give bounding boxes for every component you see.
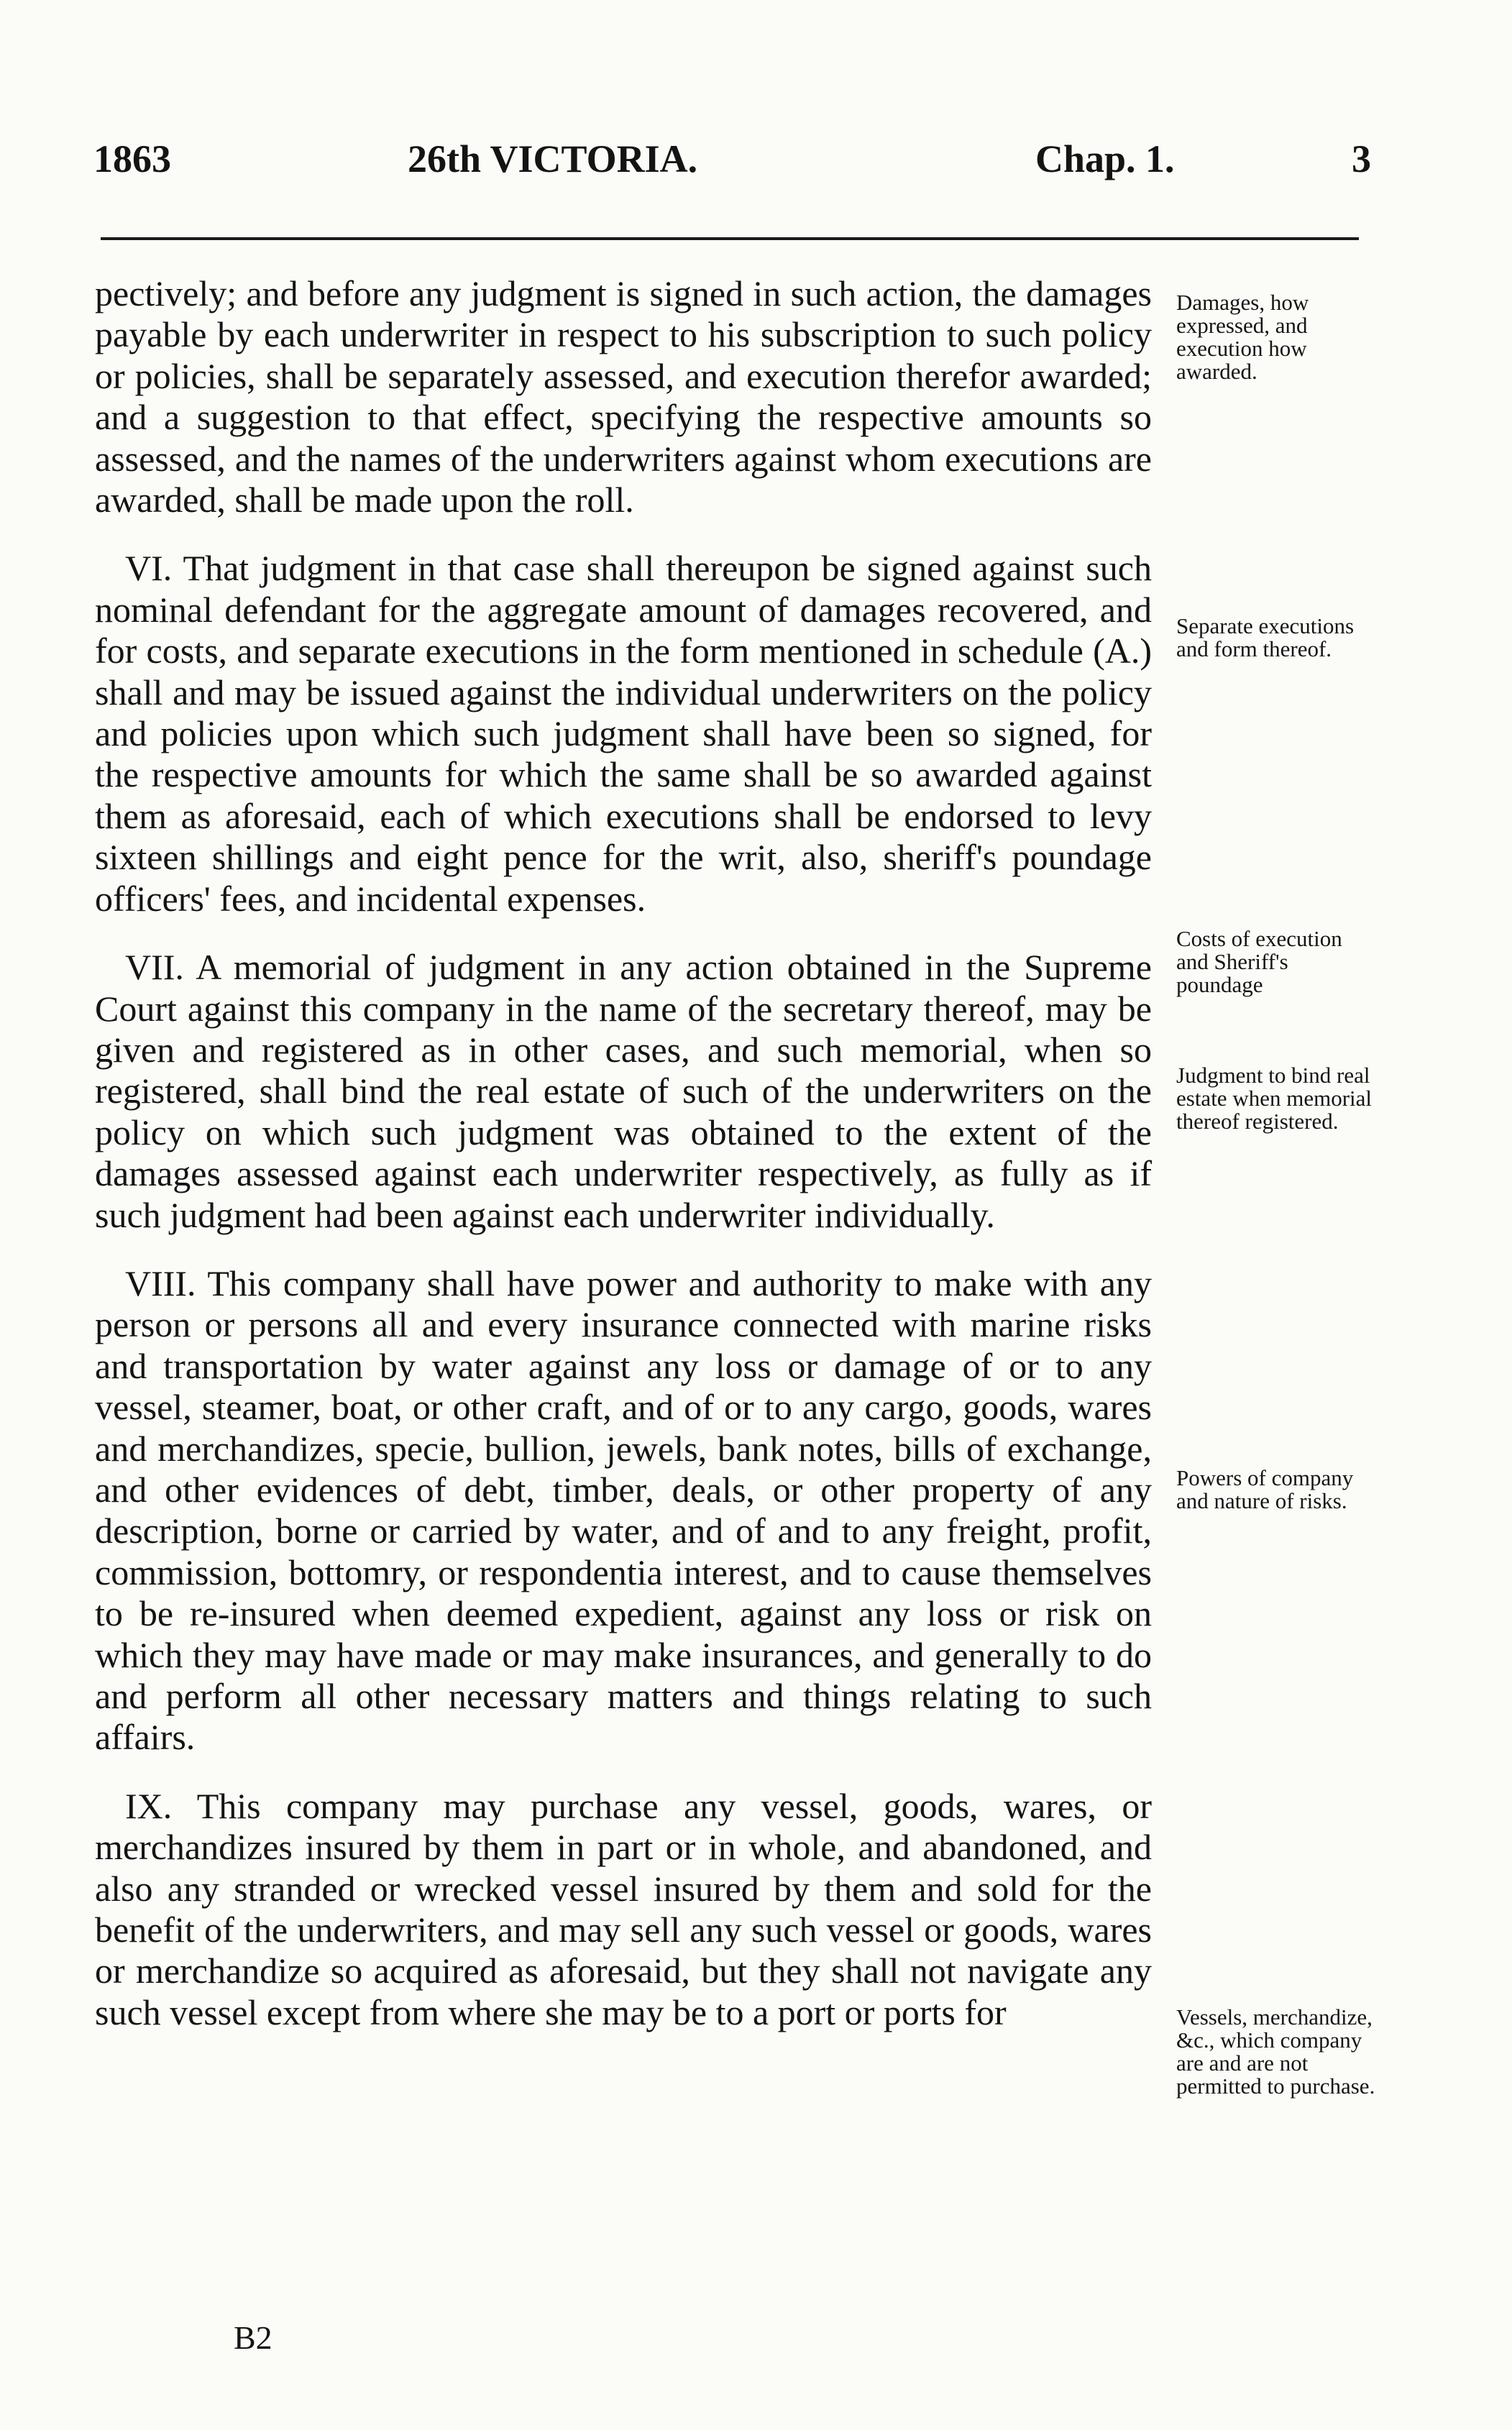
margin-note-separate-executions: Separate executions and form thereof. bbox=[1176, 613, 1355, 661]
signature-mark: B2 bbox=[234, 2319, 272, 2356]
section-ix: IX. This company may purchase any vessel, goods, wares, or merchandizes insured by them in part or in whole, and abandoned, and also any stranded or wrecked vessel insured by them and sold for the benefit of the underwriters, and may sell any such vessel or goods, wares or merchandize so acquired as aforesaid, but they shall not navigate any such vessel except from where she may be to a port or ports for bbox=[95, 1785, 1152, 2032]
margin-note-damages: Damages, how expressed, and execution how awarded. bbox=[1176, 290, 1309, 384]
paragraph-continuation: pectively; and before any judgment is signed in such action, the damages payable by each underwriter in respect to his subscription to such policy or policies, shall be separately assessed, and execution therefor awarded; and a suggestion to that effect, specifying the respective amounts so assessed, and the names of the underwriters against whom executions are awarded, shall be made upon the roll. bbox=[95, 273, 1152, 521]
header-title: 26th VICTORIA. bbox=[408, 137, 698, 180]
header-chapter: Chap. 1. bbox=[1035, 137, 1175, 180]
running-header bbox=[86, 137, 1371, 194]
margin-note-vessels: Vessels, merchandize, &c., which company are and are not permitted to purchase. bbox=[1176, 2004, 1375, 2099]
section-vii: VII. A memorial of judgment in any action obtained in the Supreme Court against this company in the name of the secretary thereof, may be given and registered as in other cases, and such memorial, when so registered, shall bind the real estate of such of the underwriters on the policy on which such judgment was obtained to the extent of the damages assessed against each underwriter respectively, as fully as if such judgment had been against each underwriter individually. bbox=[95, 947, 1152, 1235]
section-viii: VIII. This company shall have power and authority to make with any person or persons all and every insurance connected with marine risks and transportation by water against any loss or damage of or to any vessel, steamer, boat, or other craft, and of or to any cargo, goods, wares and merchandizes, specie, bullion, jewels, bank notes, bills of exchange, and other evidences of debt, timber, deals, or other property of any description, borne or carried by water, and of and to any freight, profit, commission, bottomry, or respondentia interest, and to cause themselves to be re-insured when deemed expedient, against any loss or risk on which they may have made or may make insurances, and generally to do and perform all other necessary matters and things relating to such affairs. bbox=[95, 1262, 1152, 1758]
main-text bbox=[95, 273, 1152, 2033]
margin-note-powers: Powers of company and nature of risks. bbox=[1176, 1465, 1354, 1513]
margin-note-judgment: Judgment to bind real estate when memorial thereof registered. bbox=[1176, 1063, 1373, 1134]
section-vi: VI. That judgment in that case shall thereupon be signed against such nominal defendant for the aggregate amount of damages recovered, and for costs, and separate executions in the form mentioned in schedule (A.) shall and may be issued against the individual underwriters on the policy and policies upon which such judgment shall have been so signed, for the respective amounts for which the same shall be so awarded against them as aforesaid, each of which executions shall be endorsed to levy sixteen shillings and eight pence for the writ, also, sheriff's poundage officers' fees, and incidental expenses. bbox=[95, 548, 1152, 919]
header-year: 1863 bbox=[93, 137, 171, 180]
margin-note-costs: Costs of execution and Sheriff's poundage bbox=[1176, 926, 1342, 997]
header-rule bbox=[101, 237, 1359, 240]
header-page-number: 3 bbox=[1352, 137, 1371, 180]
